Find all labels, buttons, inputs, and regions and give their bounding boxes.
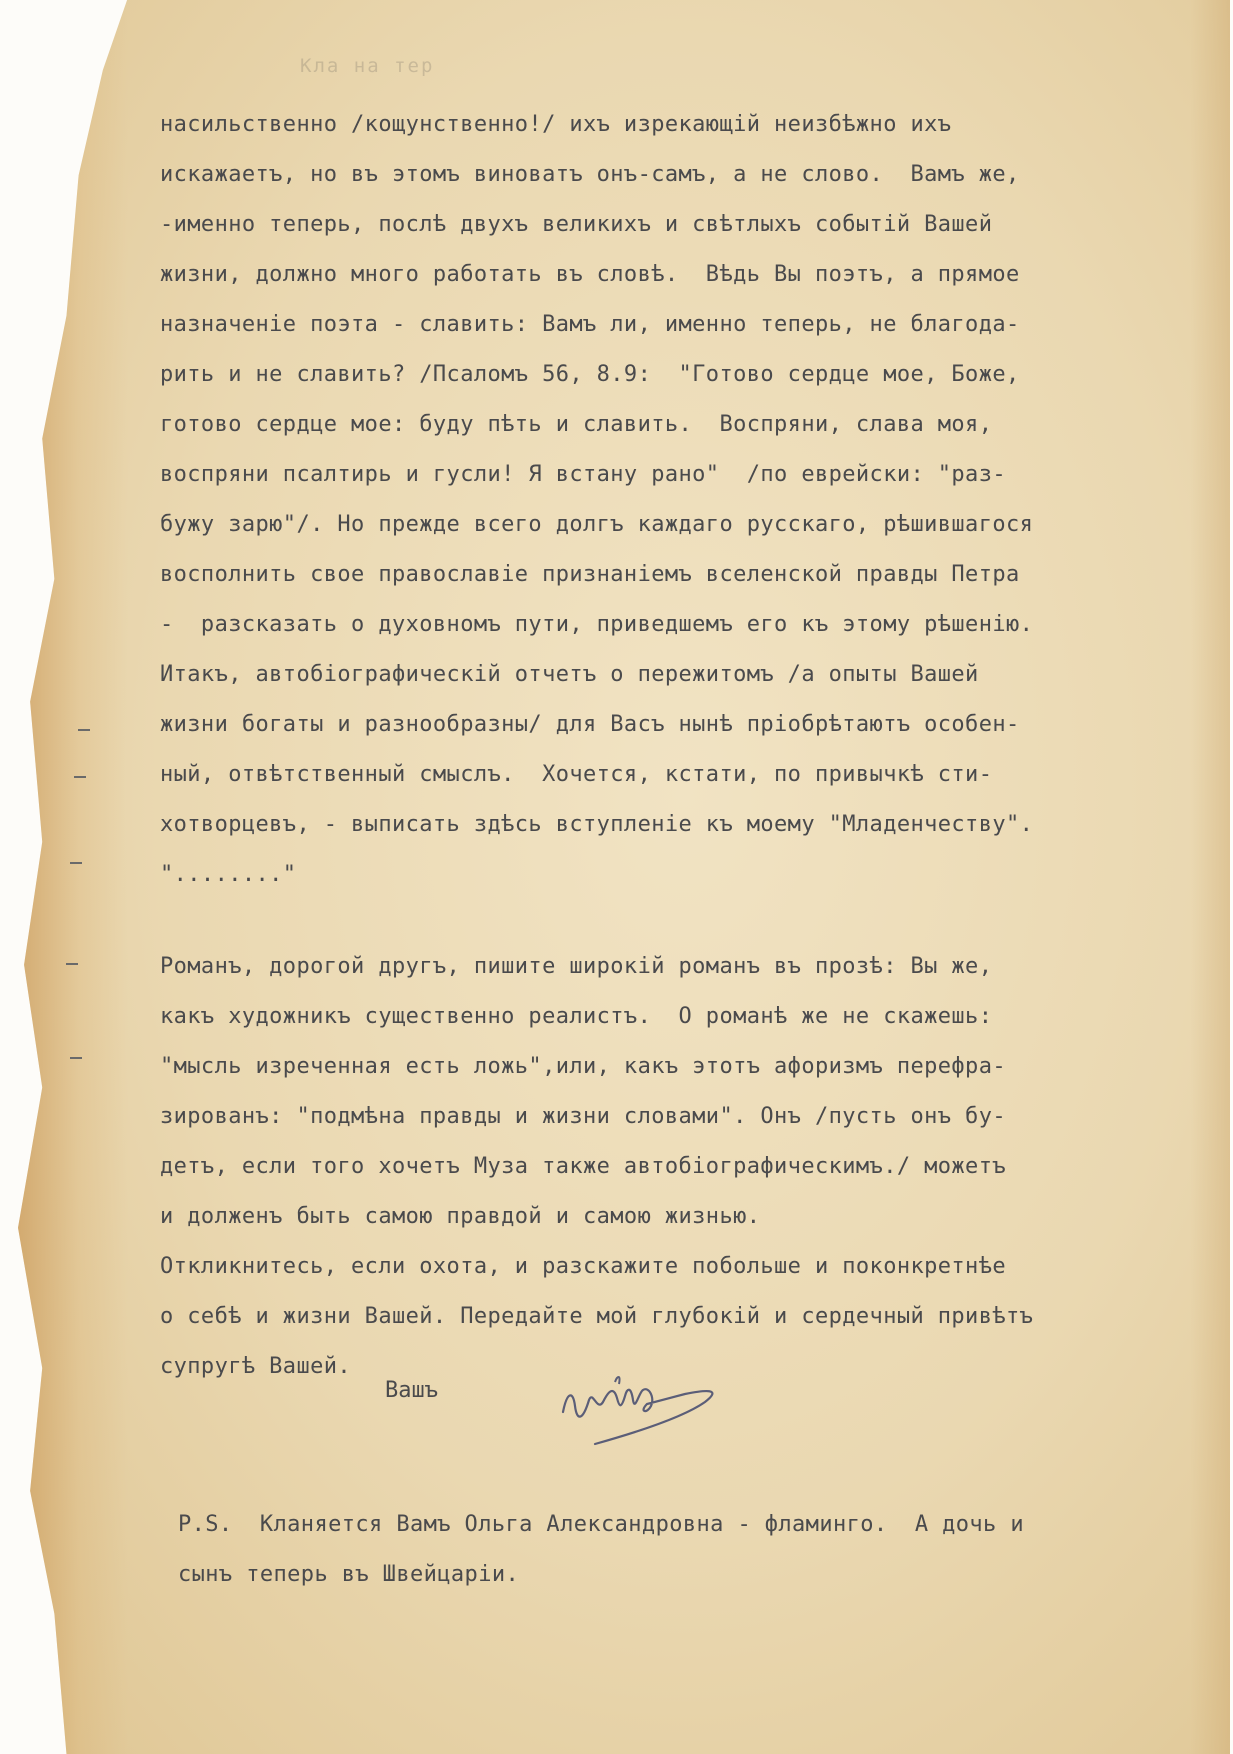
text-line: о себѣ и жизни Вашей. Передайте мой глубокій и сердечный привѣтъ bbox=[160, 1304, 1034, 1329]
text-line: насильственно /кощунственно!/ ихъ изрекающій неизбѣжно ихъ bbox=[160, 112, 952, 137]
text-line: - разсказать о духовномъ пути, приведшемъ его къ этому рѣшенію. bbox=[160, 612, 1034, 637]
text-line: "мысль изреченная есть ложь",или, какъ этотъ афоризмъ перефра- bbox=[160, 1054, 1006, 1079]
text-line: хотворцевъ, - выписать здѣсь вступленіе къ моему "Младенчеству". bbox=[160, 812, 1034, 837]
closing: Вашъ bbox=[385, 1378, 438, 1403]
text-line: Романъ, дорогой другъ, пишите широкій романъ въ прозѣ: Вы же, bbox=[160, 954, 993, 979]
text-line: супругѣ Вашей. bbox=[160, 1354, 352, 1379]
margin-mark bbox=[70, 862, 82, 864]
text-line: детъ, если того хочетъ Муза также автобіографическимъ./ можетъ bbox=[160, 1154, 1006, 1179]
text-line: Итакъ, автобіографическій отчетъ о пережитомъ /а опыты Вашей bbox=[160, 662, 979, 687]
text-line: P.S. Кланяется Вамъ Ольга Александровна - фламинго. А дочь и bbox=[178, 1512, 1024, 1537]
text-line: зированъ: "подмѣна правды и жизни словами". Онъ /пусть онъ бу- bbox=[160, 1104, 1006, 1129]
margin-mark bbox=[66, 963, 78, 965]
letter-body bbox=[160, 100, 1200, 1392]
header-fragment: Кла на тер bbox=[300, 55, 435, 77]
text-line: Откликнитесь, если охота, и разскажите побольше и поконкретнѣе bbox=[160, 1254, 1006, 1279]
text-line: готово сердце мое: буду пѣть и славить. Воспряни, слава моя, bbox=[160, 412, 993, 437]
text-line: искажаетъ, но въ этомъ виноватъ онъ-самъ, а не слово. Вамъ же, bbox=[160, 162, 1020, 187]
text-line: жизни, должно много работать въ словѣ. Вѣдь Вы поэтъ, а прямое bbox=[160, 262, 1020, 287]
handwritten-signature bbox=[555, 1372, 735, 1462]
text-line: "........" bbox=[160, 862, 297, 887]
text-line: рить и не славить? /Псаломъ 56, 8.9: "Готово сердце мое, Боже, bbox=[160, 362, 1020, 387]
text-line: и долженъ быть самою правдой и самою жизнью. bbox=[160, 1204, 761, 1229]
text-line: назначеніе поэта - славить: Вамъ ли, именно теперь, не благода- bbox=[160, 312, 1020, 337]
text-line: восполнить свое православіе признаніемъ вселенской правды Петра bbox=[160, 562, 1020, 587]
text-line: бужу зарю"/. Но прежде всего долгъ каждаго русскаго, рѣшившагося bbox=[160, 512, 1034, 537]
text-line: ный, отвѣтственный смыслъ. Хочется, кстати, по привычкѣ сти- bbox=[160, 762, 993, 787]
text-line: жизни богаты и разнообразны/ для Васъ нынѣ пріобрѣтаютъ особен- bbox=[160, 712, 1020, 737]
text-line: какъ художникъ существенно реалистъ. О романѣ же не скажешь: bbox=[160, 1004, 993, 1029]
paragraph-2 bbox=[160, 942, 1200, 1392]
margin-mark bbox=[78, 729, 90, 731]
margin-mark bbox=[70, 1057, 82, 1059]
margin-mark bbox=[74, 776, 86, 778]
text-line: сынъ теперь въ Швейцаріи. bbox=[178, 1562, 520, 1587]
text-line: -именно теперь, послѣ двухъ великихъ и свѣтлыхъ событій Вашей bbox=[160, 212, 993, 237]
paragraph-gap bbox=[160, 900, 1200, 942]
text-line: воспряни псалтирь и гусли! Я встану рано" /по еврейски: "раз- bbox=[160, 462, 1006, 487]
paragraph-1 bbox=[160, 100, 1200, 900]
postscript bbox=[178, 1500, 1208, 1600]
